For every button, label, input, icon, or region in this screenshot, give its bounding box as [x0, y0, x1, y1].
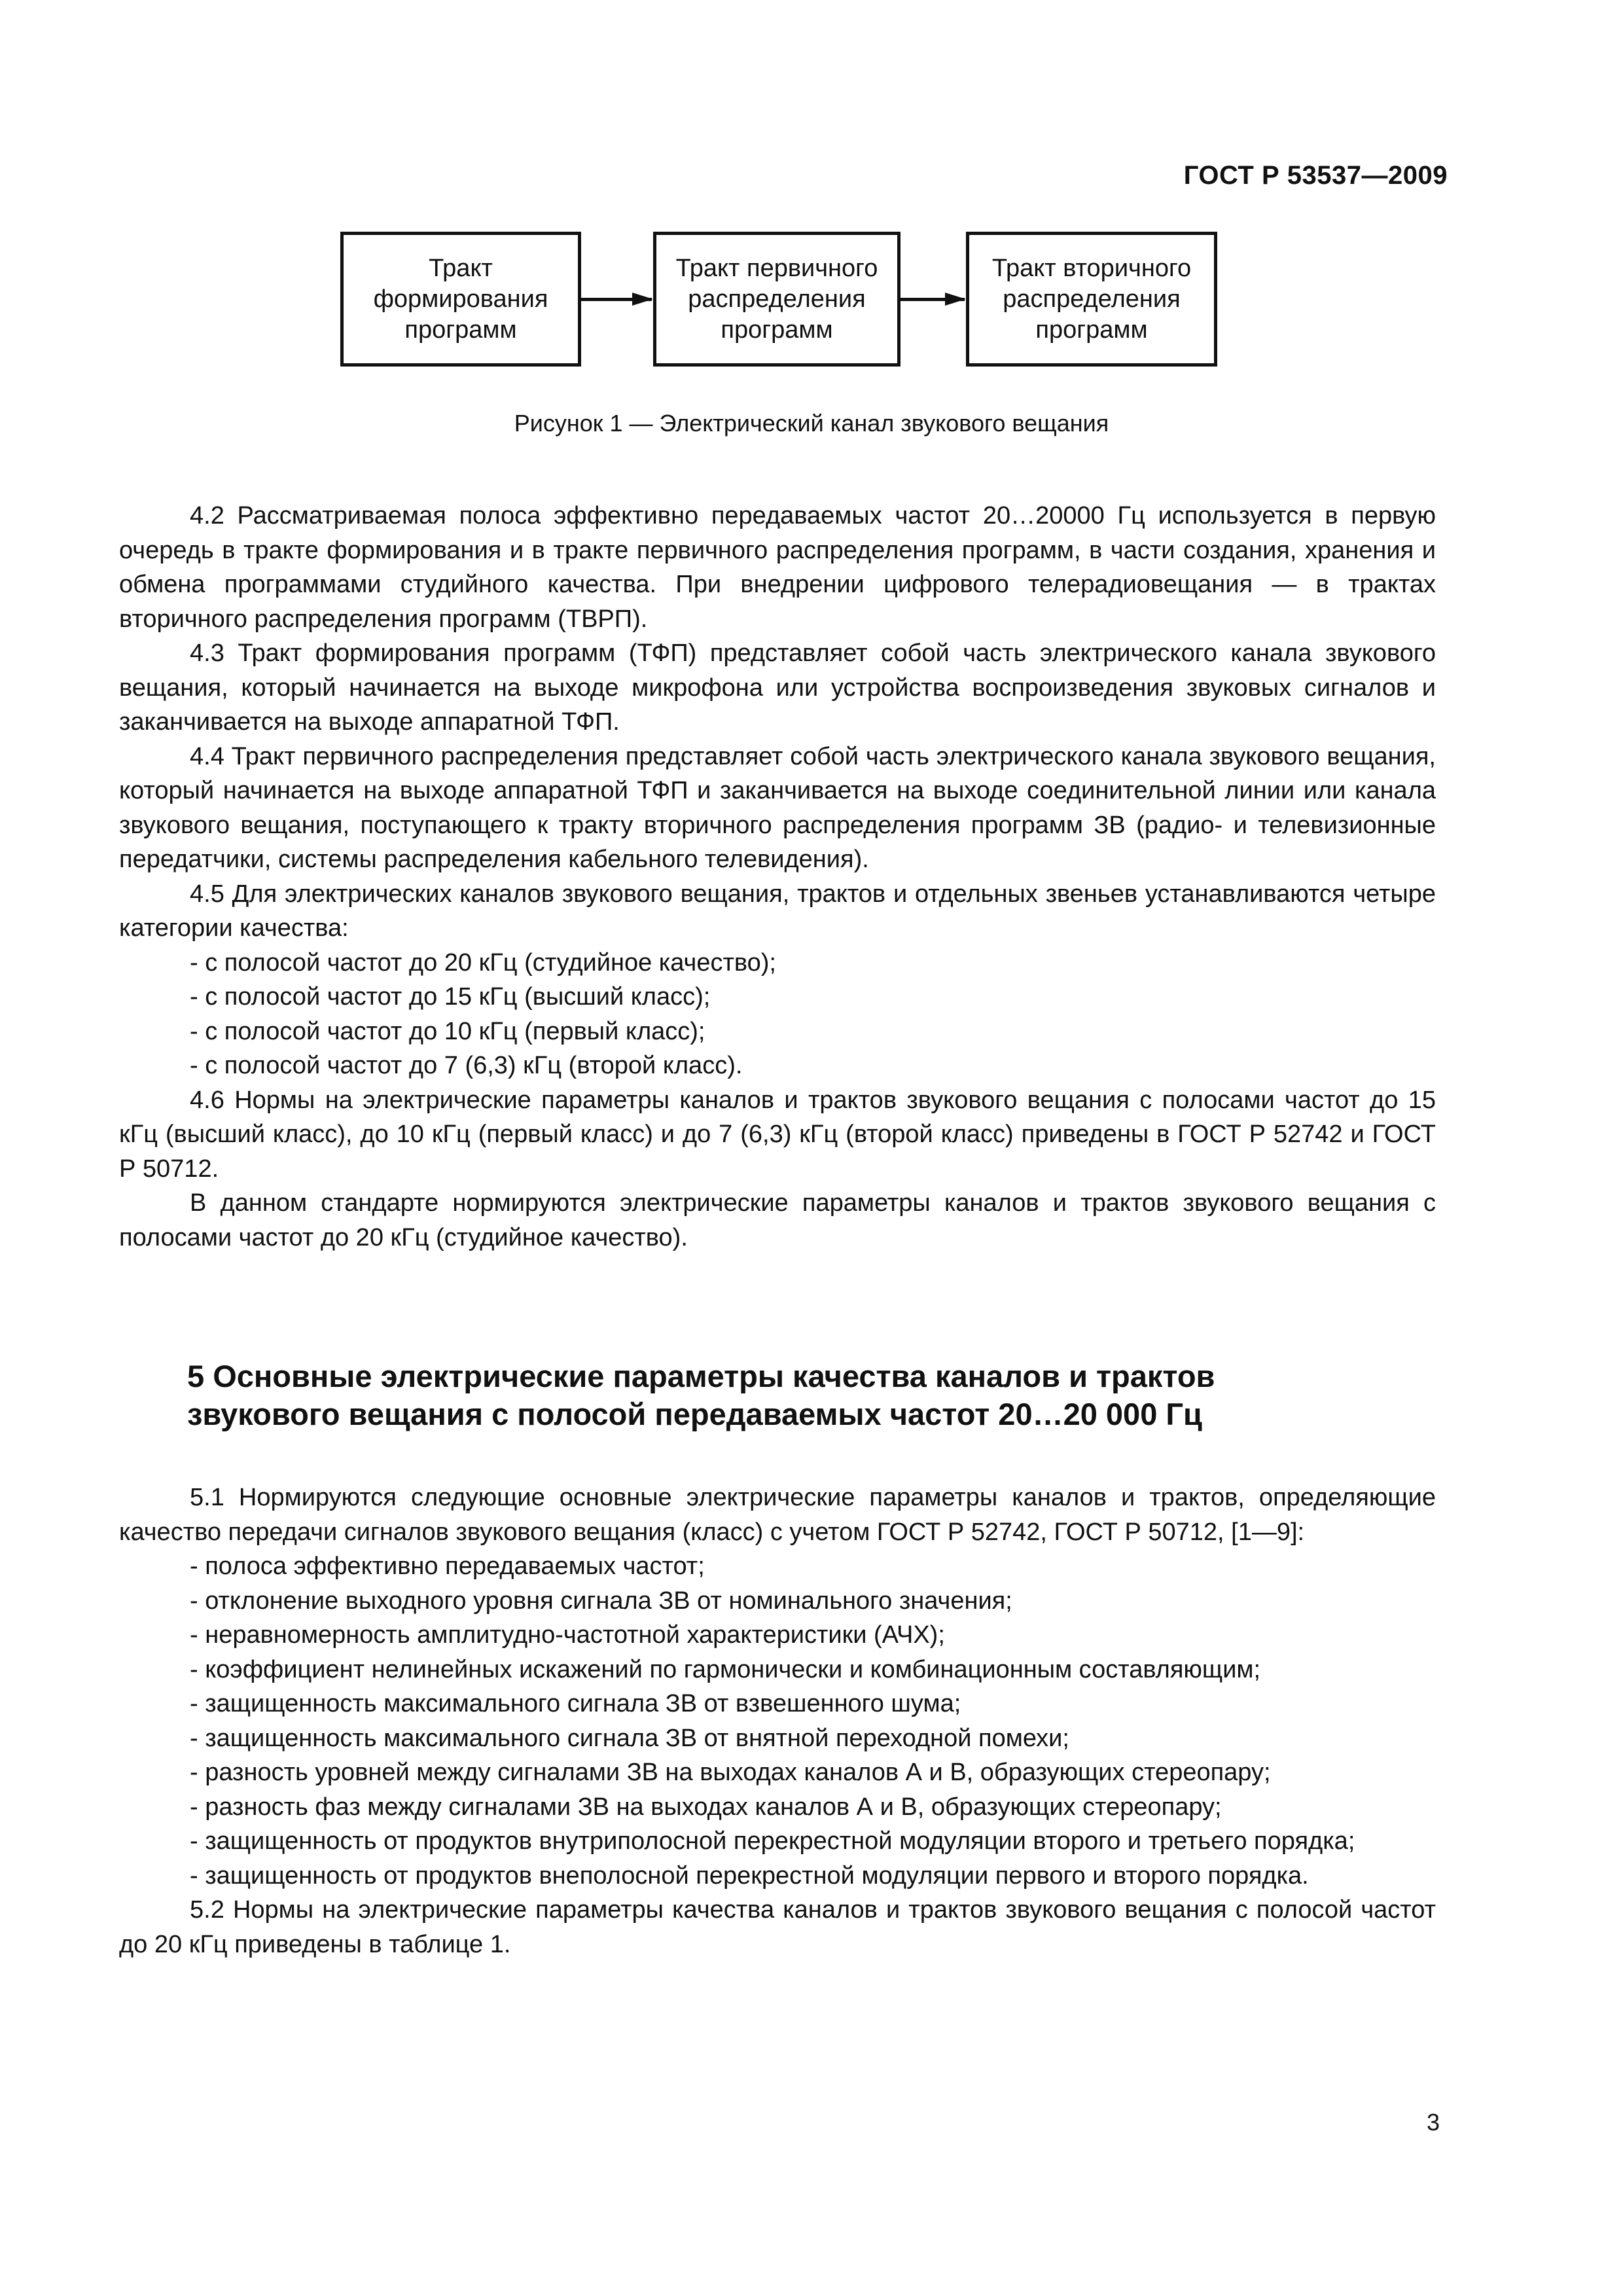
list-item: - коэффициент нелинейных искажений по гармонически и комбинационным составляющим; [190, 1655, 1261, 1683]
paragraph-4-4: 4.4 Тракт первичного распределения представляет собой часть электрического канала звукового вещания, который начинается на выходе аппаратной ТФП и заканчивается на выходе соединительной линии или канала звукового вещания, поступающего к тракту вторичного распределения программ ЗВ (радио- и телевизионные передатчики, системы распределения кабельного телевидения). [119, 742, 1436, 873]
paragraph-4-2: 4.2 Рассматриваемая полоса эффективно передаваемых частот 20…20000 Гц используется в первую очередь в тракте формирования и в тракте первичного распределения программ, в части создания, хранения и обмена программами студийного качества. При внедрении цифрового телерадиовещания — в трактах вторичного распределения программ (ТВРП). [119, 502, 1436, 633]
paragraph-4-3: 4.3 Тракт формирования программ (ТФП) представляет собой часть электрического канала звукового вещания, который начинается на выходе микрофона или устройства воспроизведения звуковых сигналов и заканчивается на выходе аппаратной ТФП. [119, 639, 1436, 736]
paragraph-note: В данном стандарте нормируются электрические параметры каналов и трактов звукового вещания с полосами частот до 20 кГц (студийное качество). [119, 1189, 1436, 1251]
diagram-box-formation [340, 232, 581, 367]
list-item: - защищенность максимального сигнала ЗВ от взвешенного шума; [190, 1690, 961, 1717]
list-item: - защищенность от продуктов внеполосной перекрестной модуляции первого и второго порядка. [190, 1861, 1309, 1890]
figure-caption: Рисунок 1 — Электрический канал звукового вещания [514, 410, 1109, 437]
list-item: - защищенность максимального сигнала ЗВ от внятной переходной помехи; [190, 1724, 1069, 1752]
paragraph-4-5: 4.5 Для электрических каналов звукового вещания, трактов и отдельных звеньев устанавливаются четыре категории качества: [119, 880, 1436, 942]
list-item: - разность уровней между сигналами ЗВ на выходах каналов А и В, образующих стереопару; [190, 1759, 1271, 1786]
list-item: - отклонение выходного уровня сигнала ЗВ от номинального значения; [190, 1587, 1012, 1615]
document-id: ГОСТ Р 53537—2009 [1183, 161, 1448, 190]
diagram-box-secondary [966, 232, 1217, 367]
paragraph-5-1: 5.1 Нормируются следующие основные электрические параметры каналов и трактов, определяющие качество передачи сигналов звукового вещания (класс) с учетом ГОСТ Р 52742, ГОСТ Р 50712, [1—9]: [119, 1484, 1436, 1546]
list-item: - с полосой частот до 15 кГц (высший класс); [190, 983, 711, 1011]
diagram-box-label: Тракт первичного распределения программ [675, 254, 878, 344]
list-item: - с полосой частот до 10 кГц (первый класс); [190, 1017, 705, 1045]
paragraph-4-6: 4.6 Нормы на электрические параметры каналов и трактов звукового вещания с полосами частот до 15 кГц (высший класс), до 10 кГц (первый класс) и до 7 (6,3) кГц (второй класс) приведены в ГОСТ Р 52742 и ГОСТ Р 50712. [119, 1086, 1436, 1183]
section-4-text [119, 499, 1436, 1255]
block-diagram [0, 232, 1623, 376]
diagram-box-label: Тракт формирования программ [373, 254, 548, 344]
diagram-box-label: Тракт вторичного распределения программ [991, 254, 1192, 344]
section-5-text [119, 1480, 1436, 1962]
list-item: - защищенность от продуктов внутриполосной перекрестной модуляции второго и третьего порядка; [190, 1827, 1355, 1855]
arrow-right-icon [581, 298, 652, 301]
arrow-right-icon [901, 298, 965, 301]
diagram-box-primary [653, 232, 901, 367]
section-5-title: 5 Основные электрические параметры качества каналов и трактов звукового вещания с полосой передаваемых частот 20…20 000 Гц [187, 1359, 1215, 1431]
list-item: - с полосой частот до 20 кГц (студийное качество); [190, 948, 776, 977]
paragraph-5-2: 5.2 Нормы на электрические параметры качества каналов и трактов звукового вещания с полосой частот до 20 кГц приведены в таблице 1. [119, 1896, 1436, 1958]
list-item: - неравномерность амплитудно-частотной характеристики (АЧХ); [190, 1621, 945, 1649]
list-item: - полоса эффективно передаваемых частот; [190, 1552, 705, 1580]
list-item: - с полосой частот до 7 (6,3) кГц (второй класс). [190, 1052, 743, 1079]
page-number: 3 [1426, 2109, 1440, 2136]
list-item: - разность фаз между сигналами ЗВ на выходах каналов А и В, образующих стереопару; [190, 1793, 1222, 1821]
